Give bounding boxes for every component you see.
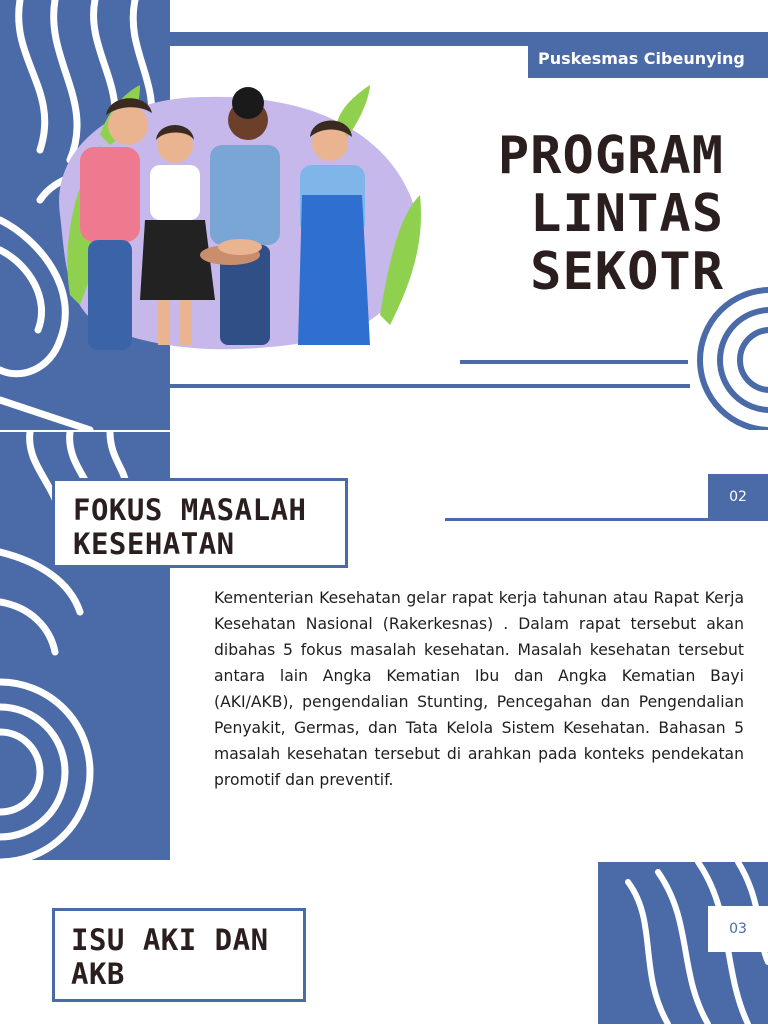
concentric-arcs-decor xyxy=(680,280,768,430)
page-number-02: 02 xyxy=(729,489,747,505)
org-label: Puskesmas Cibeunying xyxy=(538,49,745,68)
section-title-box-isu xyxy=(52,908,306,1002)
section-title-fokus-line-2: KESEHATAN xyxy=(73,527,235,561)
section-title-fokus-line-1: FOKUS MASALAH xyxy=(73,493,307,527)
title-line-3: SEKOTR xyxy=(530,242,724,302)
section-body-text: Kementerian Kesehatan gelar rapat kerja tahunan atau Rapat Kerja Kesehatan Nasional (Rakerkesnas) . Dalam rapat tersebut akan dibahas 5 fokus masalah kesehatan. Masalah kesehatan tersebut antara lain Angka Kematian Ibu dan Angka Kematian Bayi (AKI/AKB), pengendalian Stunting, Pencegahan dan Pengendalian Penyakit, Germas, dan Tata Kelola Sistem Kesehatan. Bahasan 5 masalah kesehatan tersebut di arahkan pada konteks pendekatan promotif dan preventif. xyxy=(214,589,744,789)
divider-line-1 xyxy=(460,360,688,364)
section-title-isu xyxy=(55,911,303,991)
title-line-2: LINTAS xyxy=(530,184,724,244)
teamwork-illustration xyxy=(40,85,430,355)
page-title xyxy=(404,127,724,301)
page-number-03: 03 xyxy=(729,921,747,937)
section-title-fokus xyxy=(55,481,345,561)
divider-line-2 xyxy=(170,384,690,388)
section-title-box-fokus xyxy=(52,478,348,568)
section-title-isu-line-1: ISU AKI DAN xyxy=(71,923,269,957)
page-number-badge-02 xyxy=(708,474,768,520)
section-title-isu-line-2: AKB xyxy=(71,957,125,991)
page-number-badge-03 xyxy=(708,906,768,952)
org-label-box xyxy=(528,40,768,78)
section1-divider xyxy=(445,518,768,521)
title-line-1: PROGRAM xyxy=(497,126,724,186)
people-hands-together-image xyxy=(40,85,430,355)
arc-rings-icon xyxy=(680,280,768,430)
